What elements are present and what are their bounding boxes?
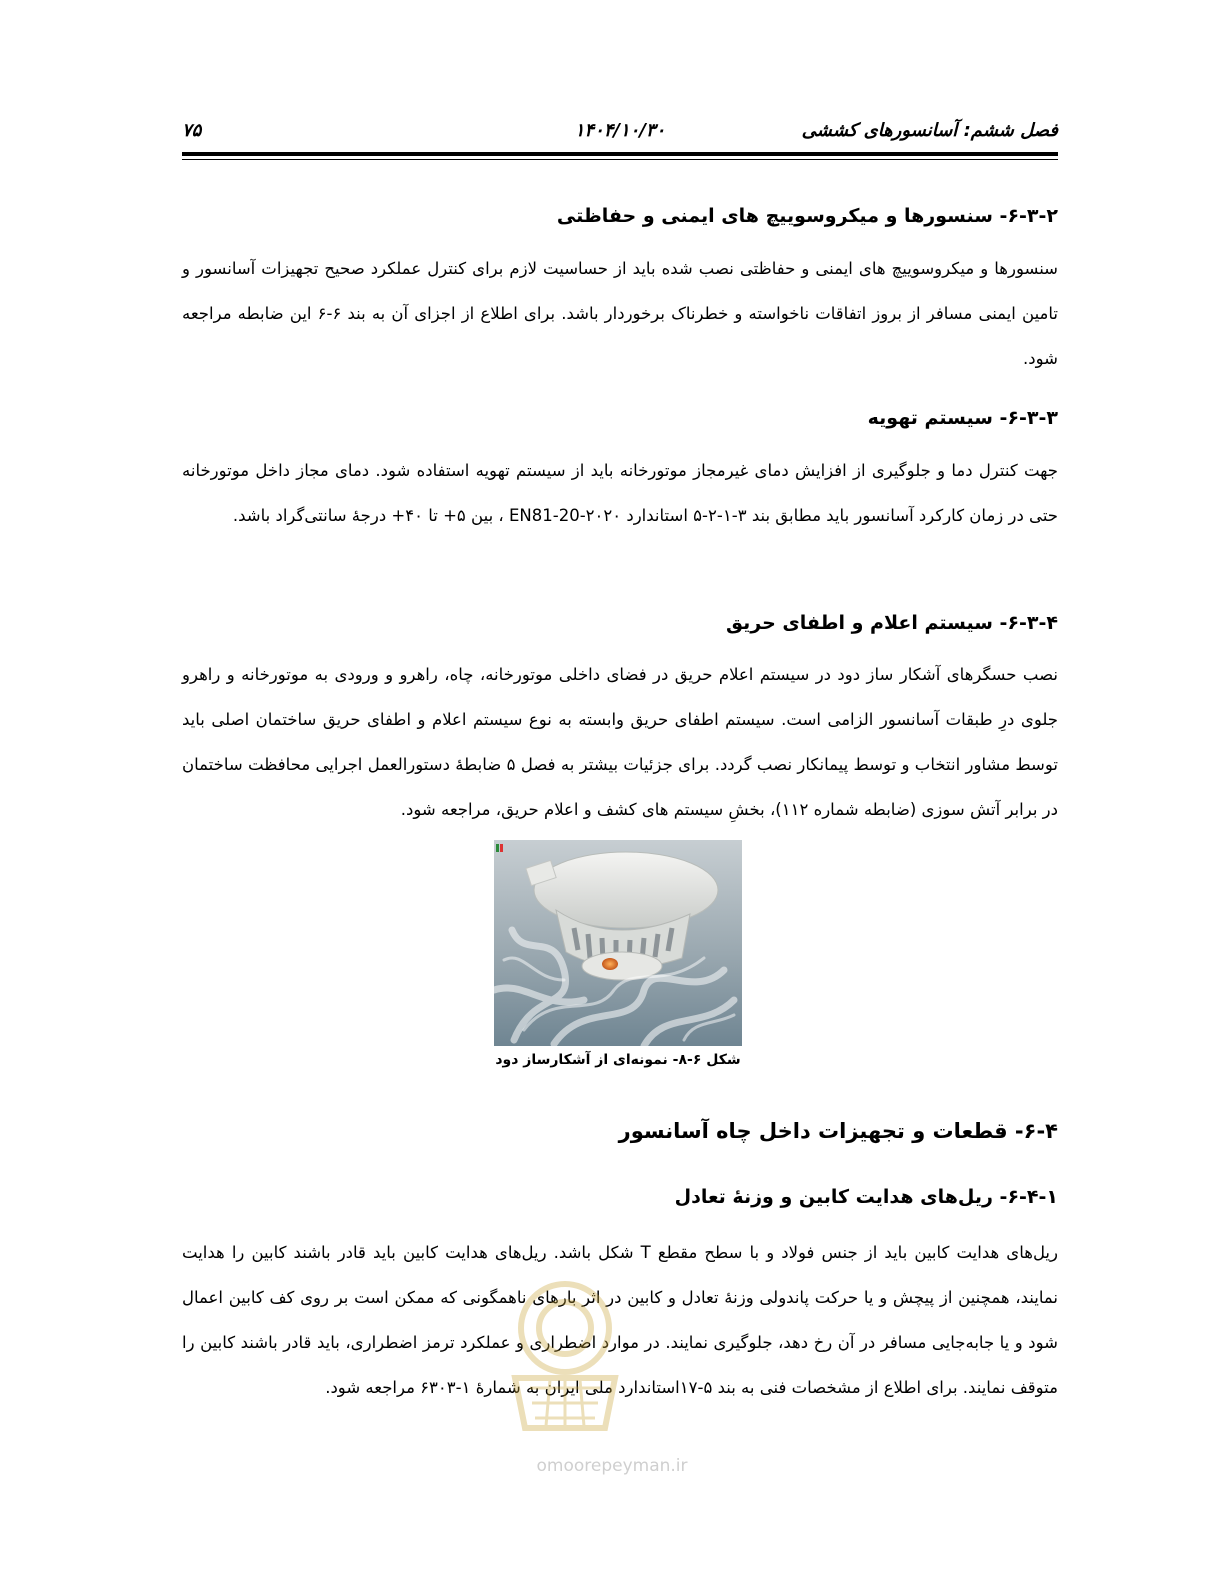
section-heading-6-3-2: ۶-۳-۲- سنسورها و میکروسوییچ های ایمنی و حفاظتی (556, 205, 1058, 227)
section-heading-6-4: ۶-۴- قطعات و تجهیزات داخل چاه آسانسور (618, 1119, 1058, 1143)
smoke-detector-figure (494, 840, 742, 1046)
page-number: ۷۵ (182, 120, 202, 141)
header-rule-thin (182, 159, 1058, 160)
section-heading-6-3-4: ۶-۳-۴- سیستم اعلام و اطفای حریق (725, 612, 1058, 634)
header-rule-thick (182, 152, 1058, 156)
section-body-6-3-3: جهت کنترل دما و جلوگیری از افزایش دمای غیرمجاز موتورخانه باید از سیستم تهویه استفاده شود. دمای مجاز داخل موتورخانه حتی در زمان کارکرد آسانسور باید مطابق بند ۳-۱-۲-۵ استاندارد EN81-20-۲۰۲۰ ، بین ۵+ تا ۴۰+ درجهٔ سانتی‌گراد باشد. (182, 461, 1058, 525)
watermark-site: omoorepeyman.ir (536, 1456, 688, 1476)
figure-caption: شکل ۶-۸- نمونه‌ای از آشکارساز دود (495, 1052, 741, 1068)
header-date: ۱۴۰۴/۱۰/۳۰ (574, 120, 666, 141)
section-heading-6-4-1: ۶-۴-۱- ریل‌های هدایت کابین و وزنهٔ تعادل (674, 1186, 1058, 1208)
section-body-6-3-4: نصب حسگرهای آشکار ساز دود در سیستم اعلام حریق در فضای داخلی موتورخانه، چاه، راهرو و ورودی به موتورخانه و راهرو جلوی درِ طبقات آسانسور الزامی است. سیستم اطفای حریق وابسته به نوع سیستم اعلام و اطفای حریق ساختمان اصلی باید توسط مشاور انتخاب و توسط پیمانکار نصب گردد. برای جزئیات بیشتر به فصل ۵ ضابطهٔ دستورالعمل اجرایی محافظت ساختمان در برابر آتش سوزی (ضابطه شماره ۱۱۲)، بخشِ سیستم های کشف و اعلام حریق، مراجعه شود. (182, 665, 1058, 819)
section-body-6-3-2: سنسورها و میکروسوییچ های ایمنی و حفاظتی نصب شده باید از حساسیت لازم برای کنترل عملکرد صحیح تجهیزات آسانسور و تامین ایمنی مسافر از بروز اتفاقات ناخواسته و خطرناک برخوردار باشد. برای اطلاع از اجزای آن به بند ۶-۶ این ضابطه مراجعه شود. (182, 259, 1059, 368)
page-header (182, 120, 1058, 150)
chapter-title: فصل ششم: آسانسورهای کششی (801, 120, 1058, 141)
section-heading-6-3-3: ۶-۳-۳- سیستم تهویه (867, 407, 1058, 429)
section-body-6-4-1: ریل‌های هدایت کابین باید از جنس فولاد و با سطح مقطع T شکل باشد. ریل‌های هدایت کابین باید قادر باشند کابین را هدایت نمایند، همچنین از پیچش و یا حرکت پاندولی وزنهٔ تعادل و کابین در اثر بارهای ناهمگونی که ممکن است بر روی کف کابین اعمال شود و یا جابه‌جایی مسافر در آن رخ دهد، جلوگیری نمایند. در موارد اضطراری و عملکرد ترمز اضطراری، باید قادر باشند کابین را متوقف نمایند. برای اطلاع از مشخصات فنی به بند ۵-۱۷استاندارد ملی ایران به شمارهٔ ۱-۶۳۰۳ مراجعه شود. (182, 1243, 1058, 1397)
smoke-detector-illustration (494, 840, 742, 1046)
